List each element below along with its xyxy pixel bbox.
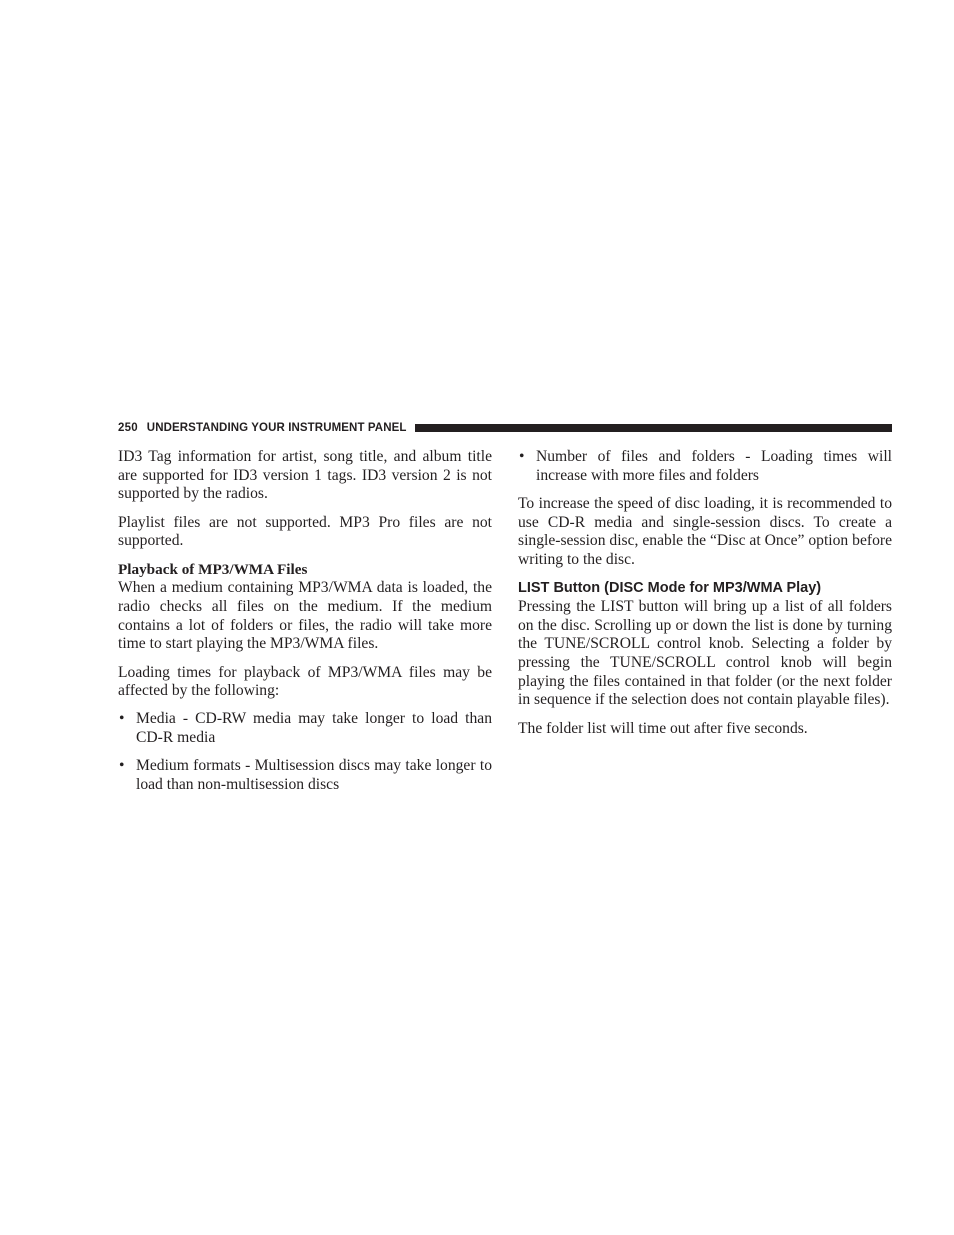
- section-title: UNDERSTANDING YOUR INSTRUMENT PANEL: [146, 422, 407, 434]
- bullet-icon: •: [119, 710, 125, 728]
- list-item: [118, 757, 492, 794]
- list-item-text: Media - CD-RW media may take longer to load than CD-R media: [136, 710, 492, 747]
- page-header: [118, 420, 892, 436]
- playback-heading: Playback of MP3/WMA Files: [118, 560, 308, 578]
- disc-speed-paragraph: To increase the speed of disc loading, it is recommended to use CD-R media and single-session discs. To create a single-session disc, enable the “Disc at Once” option before writing to the disc.: [518, 494, 892, 569]
- loading-times-paragraph: Loading times for playback of MP3/WMA files may be affected by the following:: [118, 663, 492, 700]
- bullet-icon: •: [119, 757, 125, 775]
- list-item-text: Number of files and folders - Loading times will increase with more files and folders: [536, 448, 892, 484]
- id3-paragraph: ID3 Tag information for artist, song title, and album title are supported for ID3 version 1 tags. ID3 version 2 is not supported by the radios.: [118, 448, 492, 503]
- list-item: [118, 710, 492, 747]
- page-number: 250: [118, 422, 138, 434]
- list-item: [518, 448, 892, 485]
- loading-factors-list-continued: [518, 448, 892, 485]
- loading-factors-list: [118, 710, 492, 794]
- header-rule: [415, 424, 893, 432]
- list-item-text: Medium formats - Multisession discs may take longer to load than non-multisession discs: [136, 757, 492, 794]
- bullet-icon: •: [519, 448, 525, 465]
- list-button-paragraph: Pressing the LIST button will bring up a list of all folders on the disc. Scrolling up or down the list is done by turning the TUNE/SCROLL control knob. Selecting a folder by pressing the TUNE/SCROLL control knob will begin playing the files contained in that folder (or the next folder in sequence if the selection does not contain playable files).: [518, 597, 892, 709]
- playback-paragraph: When a medium containing MP3/WMA data is loaded, the radio checks all files on the medium. If the medium contains a lot of folders or files, the radio will take more time to start playing the MP3/WMA files.: [118, 579, 492, 653]
- playlist-paragraph: Playlist files are not supported. MP3 Pro files are not supported.: [118, 513, 492, 550]
- folder-timeout-paragraph: The folder list will time out after five seconds.: [518, 719, 808, 737]
- list-button-heading: LIST Button (DISC Mode for MP3/WMA Play): [518, 580, 822, 597]
- right-column: [518, 448, 892, 748]
- left-column: [118, 448, 492, 804]
